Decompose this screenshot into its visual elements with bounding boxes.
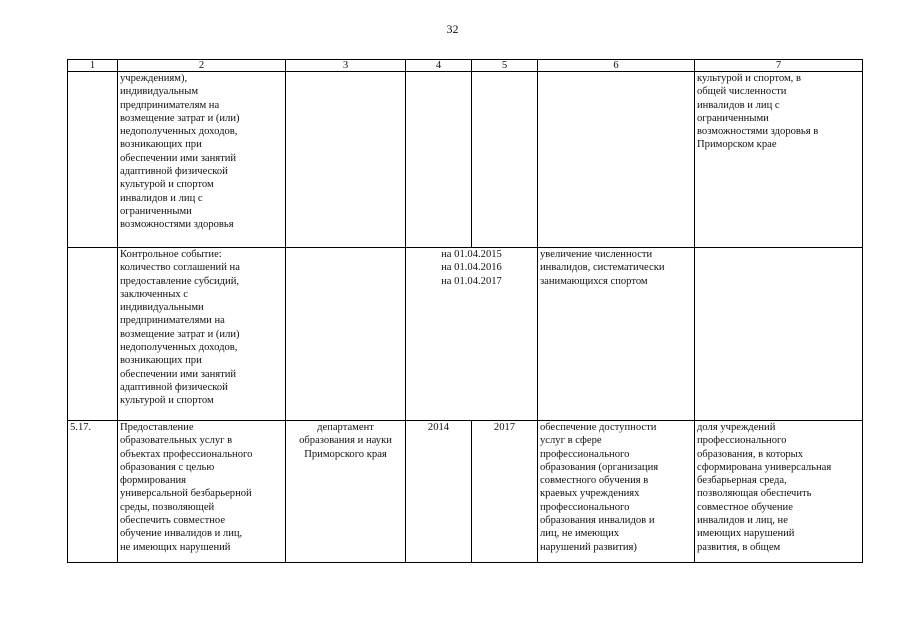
cell-result (538, 72, 695, 248)
table-row (68, 248, 863, 421)
cell-end-year: 2017 (472, 421, 538, 563)
cell-indicator: культурой и спортом, в общей численности инвалидов и лиц с ограниченными возможностями здоровья в Приморском крае (695, 72, 863, 248)
col-header-6: 6 (538, 60, 695, 72)
col-header-3: 3 (286, 60, 406, 72)
cell-number (68, 248, 118, 421)
col-header-1: 1 (68, 60, 118, 72)
header-row (68, 60, 863, 72)
col-header-7: 7 (695, 60, 863, 72)
cell-number: 5.17. (68, 421, 118, 563)
cell-end-year (472, 72, 538, 248)
table-row (68, 421, 863, 563)
cell-executor (286, 248, 406, 421)
page-number: 32 (446, 22, 459, 36)
cell-number (68, 72, 118, 248)
col-header-2: 2 (118, 60, 286, 72)
cell-control-dates: на 01.04.2015 на 01.04.2016 на 01.04.2017 (406, 248, 538, 421)
cell-activity: Предоставление образовательных услуг в объектах профессионального образования с целью формирования универсальной безбарьерной среды, позволяющей обеспечить совместное обучение инвалидов и лиц, не имеющих нарушений (118, 421, 286, 563)
cell-activity: учреждениям), индивидуальным предпринимателям на возмещение затрат и (или) недополученных доходов, возникающих при обеспечении ими занятий адаптивной физической культурой и спортом инвалидов и лиц с ограниченными возможностями здоровья (118, 72, 286, 248)
cell-executor: департамент образования и науки Приморского края (286, 421, 406, 563)
cell-start-year (406, 72, 472, 248)
table-row (68, 72, 863, 248)
col-header-4: 4 (406, 60, 472, 72)
cell-result: увеличение численности инвалидов, систематически занимающихся спортом (538, 248, 695, 421)
cell-result: обеспечение доступности услуг в сфере профессионального образования (организация совместного обучения в краевых учреждениях профессионального образования инвалидов и лиц, не имеющих нарушений развития) (538, 421, 695, 563)
cell-activity: Контрольное событие: количество соглашений на предоставление субсидий, заключенных с индивидуальными предпринимателями на возмещение затрат и (или) недополученных доходов, возникающих при обеспечении ими занятий адаптивной физической культурой и спортом (118, 248, 286, 421)
cell-start-year: 2014 (406, 421, 472, 563)
cell-executor (286, 72, 406, 248)
events-table (67, 59, 863, 563)
col-header-5: 5 (472, 60, 538, 72)
cell-indicator (695, 248, 863, 421)
cell-indicator: доля учреждений профессионального образования, в которых сформирована универсальная безбарьерная среда, позволяющая обеспечить совместное обучение инвалидов и лиц, не имеющих нарушений развития, в общем (695, 421, 863, 563)
